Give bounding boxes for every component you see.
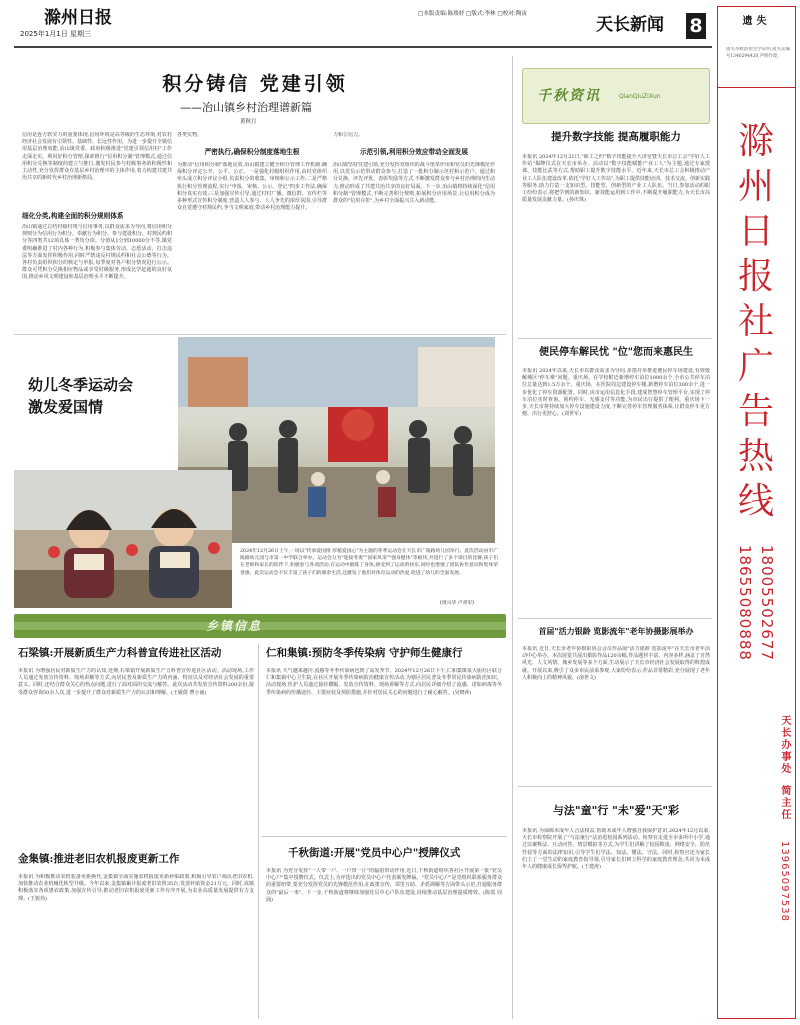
ad-divider [718, 87, 795, 88]
renheji-body: 本报讯 天气越来越冷,流感等冬季传染病也到了高发季节。2024年12月26日下午,仁和集镇某大庙社区联合仁和集镇中心卫生院,在社区开展冬季传染病防治健康宣传活动,为辖区居民普及冬季常见传染病防治知识。活动现场,医护人员通过悬挂横幅、发放宣传资料、现场讲解等方式,向居民详细介绍了流感、诺如病毒等冬季传染病的传播途径、主要症状及预防措施,并针对居民关心的问题进行了耐心解答。(吴晓萍) [266, 668, 502, 696]
feature-title-2: 激发爱国情 [28, 398, 104, 416]
shiliang-body: 本报讯 为增强居民对新质生产力的认知,近期,石梁镇开展新质生产力科普宣传进社区活动。活动现场,工作人员通过发放宣传资料、现场讲解等方式,向居民普及新质生产力的内涵、特征以及对经济社会发展的重要意义。同时,还结合群众关心的热点问题,进行了面对面的交流与解答。此次活动共发放宣传资料200余份,接受群众咨询50余人次,进一步提升了群众对新质生产力的认识和理解。(王敏倩 曹小丽) [18, 668, 254, 696]
lead-title: 积分铸信 党建引领 [162, 73, 348, 95]
lead-subtitle: ——冶山镇乡村治理谱新篇 [180, 101, 312, 114]
children-illustration [14, 470, 232, 608]
ad-hotline-title: 滁州日报社广告热线 [737, 121, 774, 522]
township-banner [14, 614, 506, 638]
page-number: 8 [686, 13, 706, 39]
feature-title-1: 幼儿冬季运动会 [28, 376, 134, 394]
ad-phone-1: 18655080888 [736, 545, 754, 661]
lead-heading-2: 严密执行,确保积分制度落地生根 [204, 148, 300, 156]
children-photo [14, 470, 232, 608]
lead-author: 黄秋月 [240, 119, 257, 125]
ad-phone-3: 13965097538 [779, 841, 790, 922]
parking-title: 便民停车解民忧 "位"您而来惠民生 [539, 347, 693, 358]
photo-exhibit-body: 本报讯 近日,天长市老年协摄影协会会员作品展"活力银龄 览影流年"在天长市老年活动中心举办。本次展览共展出摄影作品120余幅,作品题材丰富、内容多样,涵盖了自然风光、人文风情、城乡发展等多个方面,生动展示了天长市经济社会发展取得的辉煌成就。开展以来,吸引了众多市民前来参观,大家纷纷表示,作品非常精彩,充分展现了老年人积极向上的精神风貌。(俞世文) [522, 646, 710, 681]
renheji-title: 仁和集镇:预防冬季传染病 守护师生健康行 [266, 647, 463, 659]
parking-body: 本报讯 2024年以来,天长市以群众需求为导向,多措并举推进便民停车场建设,有效缓解城区"停车难"问题。重庆场、在学校附近新增停车泊位1000余个,全市公共停车泊位总量达到1.5万余个。重庆场、在医院周边建设停车楼,新增停车泊位300余个,进一步优化了停车资源配置。同时,该市运用信息化手段,建成智慧停车管理平台,实现了停车泊位实时查询、预约停车、无感支付等功能,为市民出行提供了便利。重庆场下一步,天长市将持续加大停车设施建设力度,不断完善停车管理服务体系,让群众停车更方便、出行更舒心。(刘世军) [522, 368, 710, 418]
lead-para-3-lead: 力和公信力。 [333, 132, 364, 138]
photo-exhibit-title: 首届"活力银龄 览影流年"老年协摄影展举办 [538, 627, 694, 636]
lead-para-2: 为推动"信用积分制"落地见效,冶山镇建立健全积分管理工作机制,确保积分评定公开、公平、公正。一是强化村级组织作用,由村党组织牵头成立积分评议小组,负责积分的收集、审核和公示工作;二是严格执行积分管理流程,实行"申报、审核、公示、登记"四步工作法,确保积分真实有效;三是加强宣传引导,通过村村广播、微信群、宣传栏等多种形式宣传积分制度,营造人人参与、人人争先的浓厚氛围,引导群众自觉遵守村规民约,争当文明家庭,带动乡村治理能力提升。 [177, 162, 327, 212]
newspaper-logo: 滁州日报 [44, 8, 112, 28]
masthead [0, 0, 712, 48]
lead-heading-3: 示范引领,利用积分效应带动全面发展 [359, 148, 468, 156]
right-rule-1 [518, 338, 712, 339]
lead-heading-1: 细化分类,构建全面的积分规则体系 [22, 212, 124, 220]
feature-top-rule [14, 334, 506, 335]
lead-intro: 信用是连方软实力的重要体现,信用环境是高等级的生态环境,对农村经济社会发展有引领性、基础性、长远性作用。为进一步提升全镇信用基层治理效能,冶山镇党委、政府积极推进"党建引领信用村"工作走深走实。利用好积分管理,探索推行"信用积分制"管理模式,通过信用积分兑换等制度的建立与推行,激发村民参与村级事务的积极性和主动性,充分发挥群众在基层乡村治理中的主体作用,着力构建共建共治共享的新时代乡村治理新格局。 [22, 132, 172, 182]
issue-date: 2025年1月1日 星期三 [20, 30, 91, 38]
qianqiu-banner-en: QianQiuZiXun [619, 93, 661, 100]
feature-caption: 2024年12月26日上午,一场以"传承爱国情 厚植爱国心"为主题的冬季运动会在天长市广陵路幼儿园举行。此次活动由市广陵路幼儿园与市第一中学联合举办。运动会分为"迎接冬奥""国家风采""强身健体"等板块,共进行了多个项目的比赛,孩子们在老师和家长的陪伴下,积极参与各项活动,在运动中锻炼了身体,感受到了运动的快乐,同时也增强了团队协作意识和集体荣誉感。此次运动会不仅丰富了孩子们的课余生活,还激发了他们对体育运动的热爱,促进了幼儿的全面发展。 [240, 549, 498, 576]
township-banner-text: 乡镇信息 [206, 619, 263, 633]
qianqiu-title: 千秋街道:开展"党员中心户"授牌仪式 [288, 847, 461, 859]
right-rule-3 [518, 786, 712, 787]
ad-phone-2: 18005502677 [758, 545, 776, 661]
digital-skills-body: 本报讯 2024年12月21日,"职工之约"数字技能提升大讲堂暨天长市总工会"学好人工作站"揭牌仪式在天长市举办。活动以"数字技能赋能产业工人"为主题,通过专家授课、技能比武等方式,帮助职工提升数字技能水平。近年来,天长市总工会积极推动产业工人队伍建设改革,依托"学好人工作站",为职工提供技能培训、技术交流、创新实践等服务,助力打造一支知识型、技能型、创新型的产业工人队伍。当日,参加活动的职工纷纷表示,将把学到的新知识、新技能运用到工作中,不断提升履职能力,为天长市高质量发展贡献力量。(孙庆珠) [522, 154, 710, 204]
ad-office: 天长办事处 [779, 715, 790, 775]
lead-para-2-lead: 各类实物。 [177, 132, 203, 138]
right-rule-2 [518, 618, 712, 619]
masthead-rule [14, 46, 712, 48]
lost-notice-label: 遗失 [742, 16, 771, 27]
lead-para-1: 冶山镇通过总结村级村规与信用事务,以群众需求为导向,将信用积分规则分为信用行为积分、奉献行为积分、参与建设积分、村规民约积分等四类共12项具体一类负分项。分值从1分到10000分不等,镇党委明确推进了村内各种行为,积极参与集体劳动、志愿活动、打击违法等方面发挥积极作用,同时严禁违反村规民约和社会公德等行为。各村负责组织积分的核定与申报,每季度对各户积分情况进行公示。群众可凭积分兑换相应物品或享受村级服务,形成比学赶超的良好氛围,推动乡风文明建设和基层治理水平不断提升。 [22, 224, 172, 281]
edit-credits: □本版责编:陈琰妤 □版式:李林 □校对:陶寅 [418, 11, 527, 17]
digital-skills-title: 提升数字技能 提高履职能力 [551, 131, 681, 143]
right-column-border [512, 56, 513, 1019]
jinji-title: 金集镇:推进老旧农机报废更新工作 [18, 853, 180, 865]
feature-caption-author: (周兴华 卢青军) [440, 601, 475, 606]
lead-para-3: 冶山镇坚持党建引领,充分发挥党组织的战斗堡垒作用和党员的先锋模范作用,以党员示范带动群众参与,打造了一批积分制示范村和示范户。通过积分兑换、评先评优、表彰奖励等方式,不断激发群众参与乡村治理的内生动力,推动形成了共建共治共享的良好局面。下一步,冶山镇将持续深化"信用积分制"管理模式,不断完善积分规则,拓展积分应用场景,让信用积分成为群众的"信用存折",为乡村全面振兴注入新动能。 [333, 162, 495, 205]
qianqiu-body: 本报讯 为充分发挥"一人带一户、一户带一片"的辐射带动作用,近日,千秋街道组织各社区开展第一批"党员中心户"集中授牌仪式。仪式上,为评选出的党员中心户代表颁发牌匾。"党员中心户"是党组织联系服务群众的重要纽带,要充分发挥党员的先锋模范作用,在政策宣传、邻里互助、矛盾调解等方面带头示范,打通服务群众的"最后一米"。下一步,千秋街道将继续加强党员中心户队伍建设,持续推动基层治理提质增效。(陈霞 周涌) [266, 868, 502, 903]
law-youth-body: 本报讯 为保障未成年人合法权益,帮助未成年人增强自我保护意识,2024年12月以来,天长市检察院开展了"与法童行"法治进校园系列活动。检察官走进全市多所中小学,通过以案释法、互动问答、情景模拟等方式,为学生们讲解了校园欺凌、网络安全、防范性侵等方面的法律知识,引导学生们学法、知法、懂法、守法。同时,检察官还为家长们上了一堂生动的家庭教育指导课,引导家长们树立科学的家庭教育理念,共同为未成年人的健康成长保驾护航。(王建涛) [522, 828, 710, 871]
ad-manager: 简主任 [779, 785, 790, 821]
shiliang-title: 石梁镇:开展新质生产力科普宣传进社区活动 [18, 647, 222, 659]
lost-notice-text: 遗失李秋韵由生学证明,遗失证编号1340294420,声明作废。 [726, 47, 790, 59]
township-divider [258, 644, 259, 1019]
law-youth-title: 与法"童"行 "未"爱"天"彩 [552, 804, 680, 817]
qianqiu-banner [522, 68, 710, 124]
ad-column [717, 6, 796, 1019]
section-name: 天长新闻 [596, 15, 664, 35]
township-hrule-right [262, 836, 506, 837]
qianqiu-banner-text: 千秋资讯 [537, 88, 601, 104]
jinji-body: 本报讯 为积极推动农机装备更新换代,金集镇全面实施农机报废更新补贴政策,积极引导农户淘汰老旧农机,加快推动农业机械化转型升级。今年以来,金集镇累计报废老旧农机35台,发放补贴资金21万元。同时,该镇积极落实各项惠农政策,加强宣传引导,推动老旧农机报废更新工作有序开展,为农业高质量发展提供有力支撑。(王锐伟) [18, 874, 254, 902]
